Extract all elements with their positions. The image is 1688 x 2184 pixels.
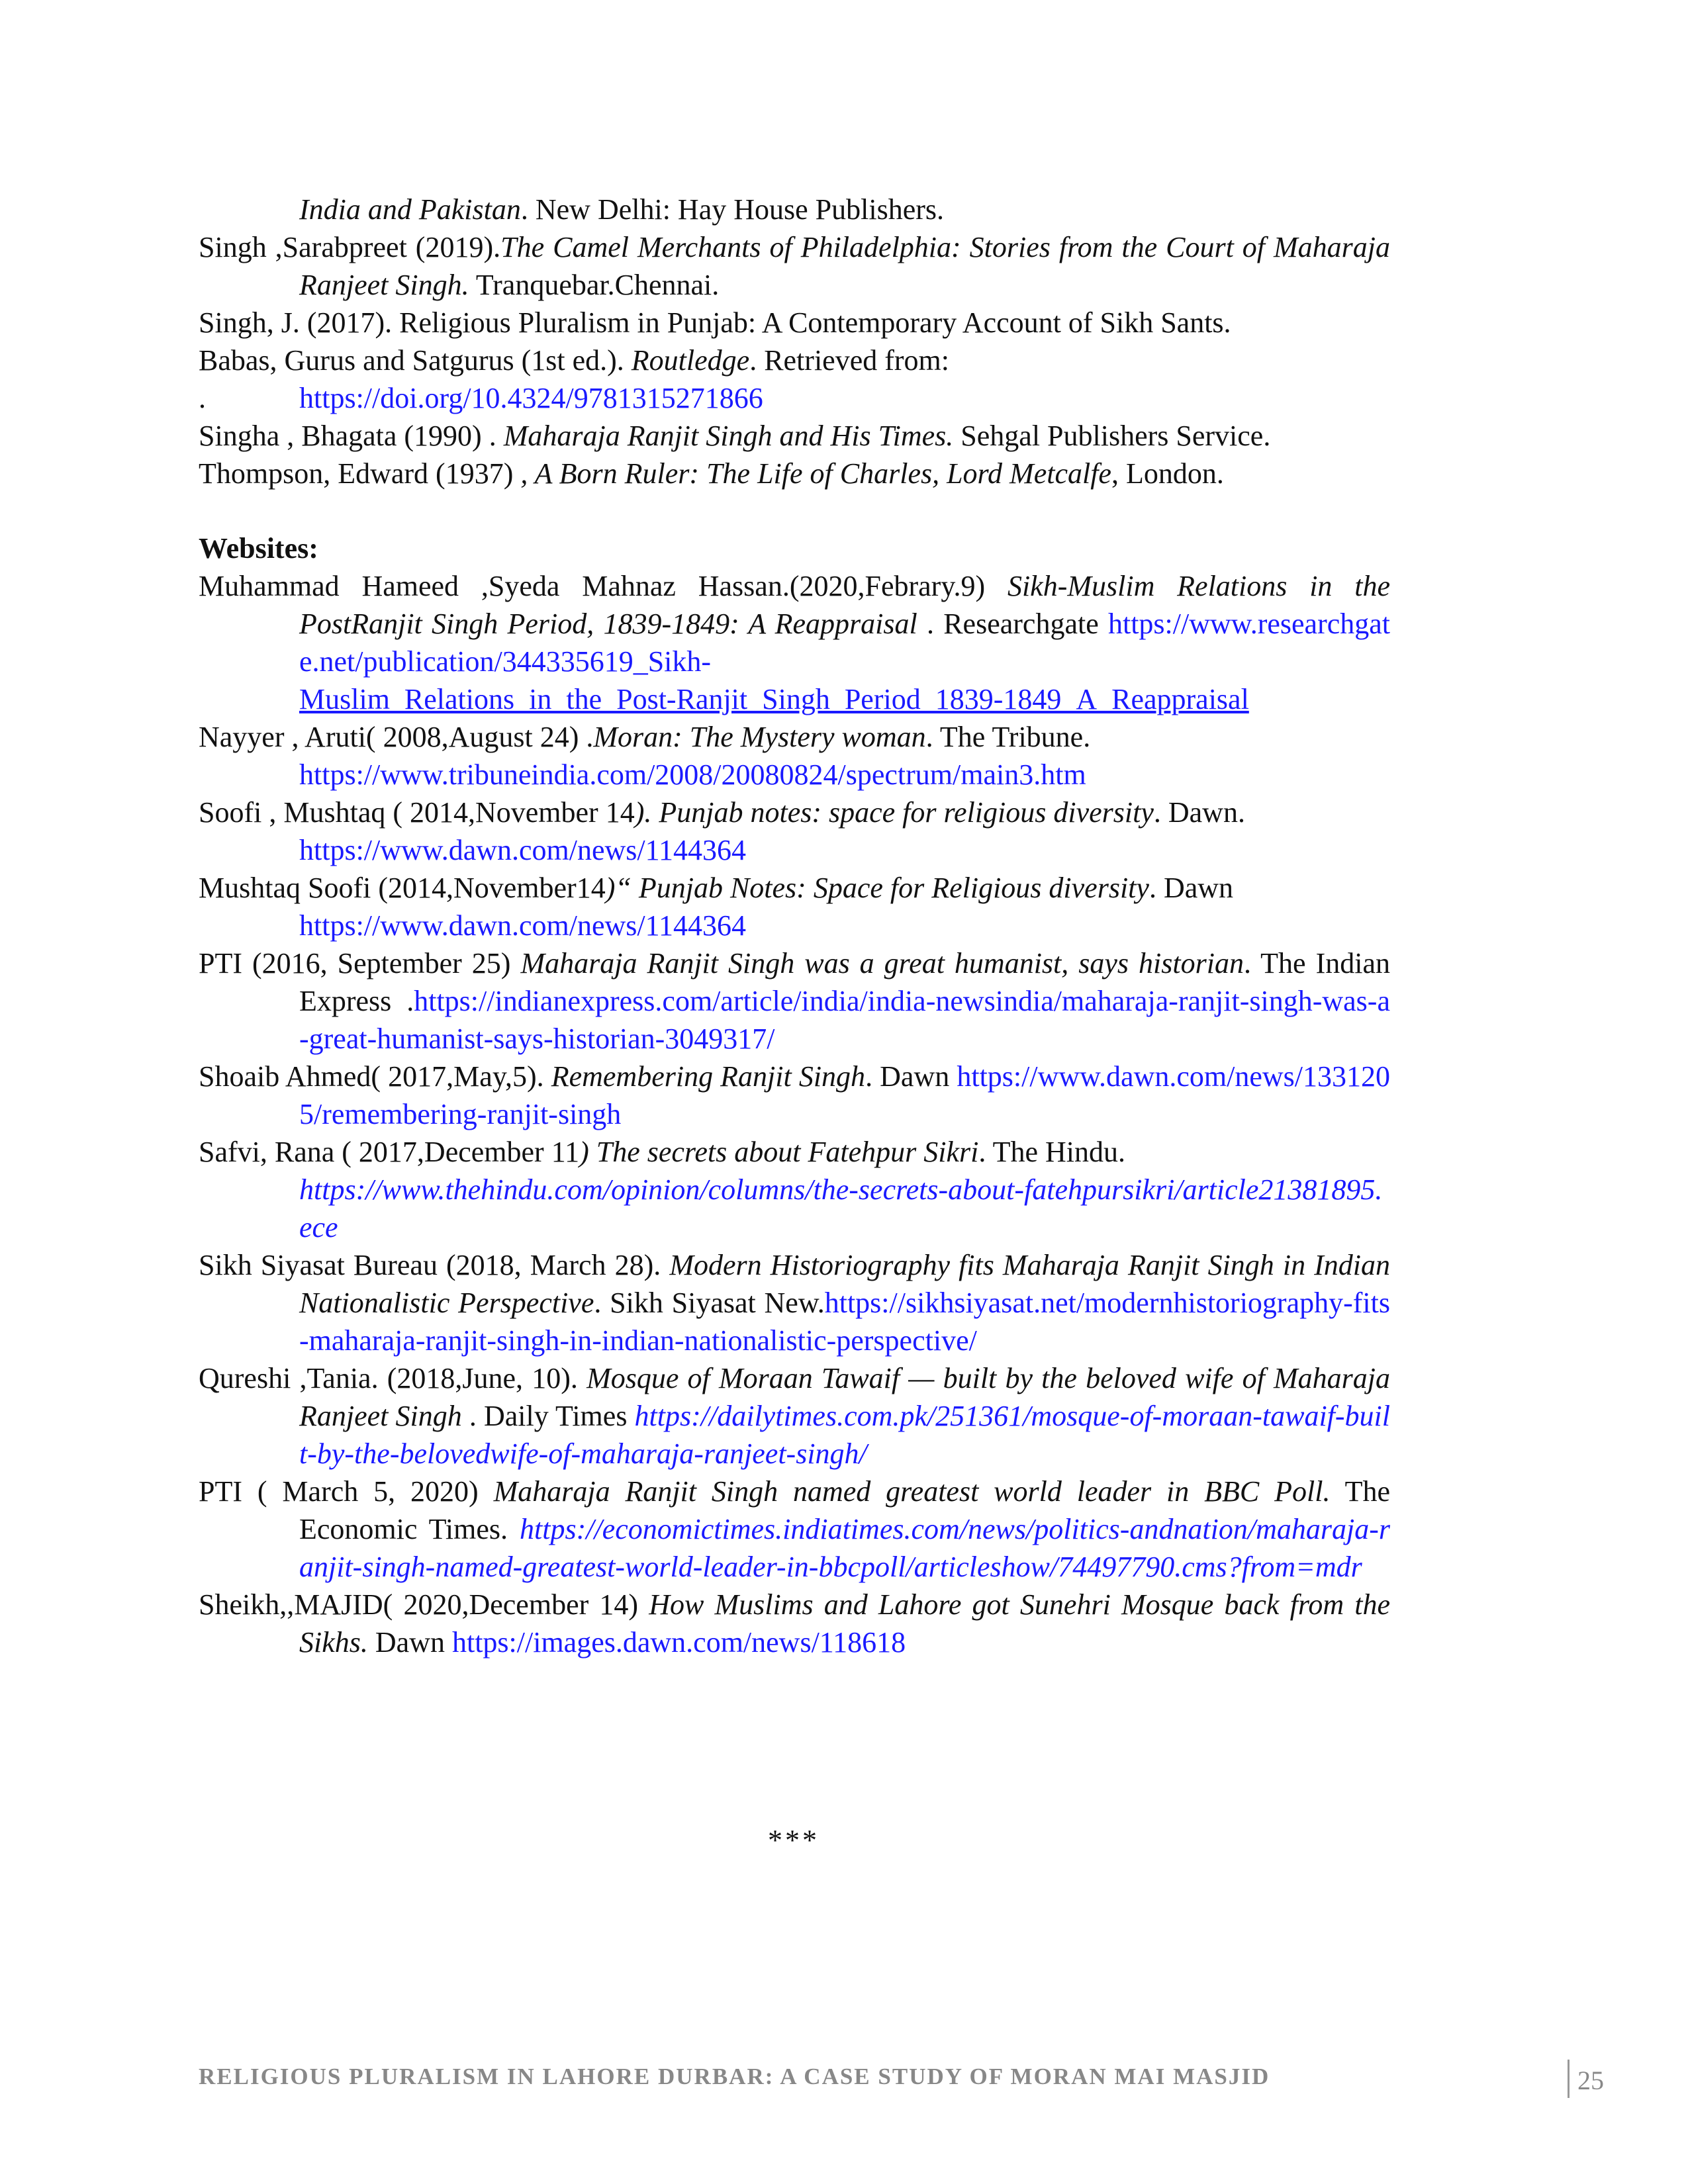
websites-heading: Websites: — [199, 532, 318, 565]
reference-link[interactable]: https://www.dawn.com/news/1144364 — [299, 834, 747, 866]
reference-author: Nayyer , Aruti( 2008,August 24) . — [199, 721, 594, 753]
reference-source: . Researchgate — [917, 608, 1108, 640]
reference-title: Maharaja Ranjit Singh named greatest world leader in BBC Poll. — [493, 1475, 1331, 1508]
reference-source: . The Indian Express . — [299, 947, 1390, 1017]
reference-author: Qureshi ,Tania. (2018,June, 10). — [199, 1362, 587, 1394]
reference-entry — [199, 228, 1390, 304]
reference-source: The Economic Times. — [299, 1475, 1390, 1545]
reference-link[interactable]: https://indianexpress.com/article/india/india-newsindia/maharaja-ranjit-singh-was-a-great-humanist-says-historian-3049317/ — [299, 985, 1390, 1055]
reference-title: Maharaja Ranjit Singh and His Times. — [503, 420, 954, 452]
reference-source: . Dawn. — [1153, 796, 1245, 829]
website-entry — [199, 1133, 1390, 1246]
reference-title: How Muslims and Lahore got Sunehri Mosque back from the Sikhs. — [299, 1588, 1390, 1659]
reference-text: . New Delhi: Hay House Publishers. — [520, 193, 944, 226]
reference-author: Singha , Bhagata (1990) . — [199, 420, 504, 452]
reference-title: The Camel Merchants of Philadelphia: Stories from the Court of Maharaja Ranjeet Singh. — [299, 231, 1391, 301]
reference-link[interactable]: https://doi.org/10.4324/9781315271866 — [299, 382, 763, 414]
reference-source: . Sikh Siyasat New. — [594, 1287, 825, 1319]
reference-author: Shoaib Ahmed( 2017,May,5). — [199, 1060, 551, 1093]
reference-link[interactable]: https://www.dawn.com/news/1144364 — [299, 909, 747, 942]
reference-publisher: , London. — [1111, 457, 1224, 490]
reference-link[interactable]: https://www.dawn.com/news/1331205/remembering-ranjit-singh — [299, 1060, 1390, 1130]
page-number: 25 — [1577, 2066, 1604, 2095]
footer-divider — [1568, 2060, 1570, 2098]
reference-link[interactable]: Muslim_Relations_in_the_Post-Ranjit_Singh_Period_1839-1849_A_Reappraisal — [299, 683, 1249, 715]
reference-author: Singh ,Sarabpreet (2019). — [199, 231, 501, 263]
reference-text: . Retrieved from: — [749, 344, 949, 377]
reference-title: ) The secrets about Fatehpur Sikri — [579, 1136, 979, 1168]
website-entry — [199, 567, 1390, 718]
website-entry — [199, 869, 1390, 944]
reference-entry — [199, 455, 1390, 492]
reference-source: . Dawn — [1149, 872, 1234, 904]
reference-text: Babas, Gurus and Satgurus (1st ed.). — [199, 344, 632, 377]
reference-link[interactable]: https://www.researchgate.net/publication/344335619_Sikh- — [299, 608, 1390, 678]
reference-author: PTI ( March 5, 2020) — [199, 1475, 494, 1508]
running-title: RELIGIOUS PLURALISM IN LAHORE DURBAR: A CASE STUDY OF MORAN MAI MASJID — [199, 2064, 1270, 2089]
reference-entry — [199, 341, 1390, 379]
reference-source: . The Tribune. — [925, 721, 1091, 753]
reference-entry — [199, 191, 1390, 228]
reference-title: Moran: The Mystery woman — [593, 721, 926, 753]
reference-title: )“ Punjab Notes: Space for Religious diversity — [605, 872, 1149, 904]
reference-entry — [199, 417, 1390, 455]
reference-author: Soofi , Mushtaq ( 2014,November 14 — [199, 796, 635, 829]
website-entry — [199, 794, 1390, 869]
website-entry — [199, 944, 1390, 1058]
reference-title: , A Born Ruler: The Life of Charles, Lord Metcalfe — [520, 457, 1111, 490]
reference-title: Maharaja Ranjit Singh was a great humanist, says historian — [520, 947, 1244, 979]
reference-text: Singh, J. (2017). Religious Pluralism in Punjab: A Contemporary Account of Sikh Sants. — [199, 306, 1231, 339]
reference-author: Safvi, Rana ( 2017,December 11 — [199, 1136, 580, 1168]
bullet-dot: . — [199, 382, 206, 414]
reference-entry — [199, 379, 1390, 417]
reference-source: . Daily Times — [461, 1400, 635, 1432]
website-entry — [199, 1246, 1390, 1359]
reference-title: India and Pakistan — [299, 193, 521, 226]
website-entry — [199, 1473, 1390, 1586]
reference-link[interactable]: https://sikhsiyasat.net/modernhistoriography-fits-maharaja-ranjit-singh-in-indian-nationalistic-perspective/ — [299, 1287, 1390, 1357]
reference-author: Mushtaq Soofi (2014,November14 — [199, 872, 606, 904]
website-entry — [199, 1058, 1390, 1133]
website-entry — [199, 718, 1390, 794]
reference-title: ). Punjab notes: space for religious diversity — [634, 796, 1154, 829]
section-separator: *** — [768, 1824, 820, 1856]
website-entry — [199, 1586, 1390, 1661]
reference-publisher: Routledge — [631, 344, 750, 377]
page-footer — [199, 2064, 1604, 2097]
website-entry — [199, 1359, 1390, 1473]
reference-link[interactable]: https://images.dawn.com/news/118618 — [451, 1626, 906, 1659]
reference-link[interactable]: https://economictimes.indiatimes.com/news/politics-andnation/maharaja-ranjit-singh-named-greatest-world-leader-in-bbcpoll/articleshow/74497790.cms?from=mdr — [299, 1513, 1390, 1583]
reference-publisher: Tranquebar.Chennai. — [469, 269, 720, 301]
reference-author: Thompson, Edward (1937) — [199, 457, 521, 490]
reference-link[interactable]: https://www.thehindu.com/opinion/columns/the-secrets-about-fatehpursikri/article21381895.ece — [299, 1173, 1383, 1244]
reference-list — [199, 191, 1390, 1661]
reference-source: . Dawn — [865, 1060, 957, 1093]
reference-title: Mosque of Moraan Tawaif — built by the beloved wife of Maharaja Ranjeet Singh — [299, 1362, 1390, 1432]
reference-link[interactable]: https://dailytimes.com.pk/251361/mosque-of-moraan-tawaif-built-by-the-belovedwife-of-maharaja-ranjeet-singh/ — [299, 1400, 1390, 1470]
reference-author: Muhammad Hameed ,Syeda Mahnaz Hassan.(2020,Febrary.9) — [199, 570, 1008, 602]
reference-entry — [199, 304, 1390, 341]
reference-title: Modern Historiography fits Maharaja Ranjit Singh in Indian Nationalistic Perspective — [299, 1249, 1391, 1319]
reference-author: Sheikh,,MAJID( 2020,December 14) — [199, 1588, 649, 1621]
reference-author: PTI (2016, September 25) — [199, 947, 521, 979]
reference-title: Sikh-Muslim Relations in the PostRanjit Singh Period, 1839-1849: A Reappraisal — [299, 570, 1390, 640]
reference-title: Remembering Ranjit Singh — [551, 1060, 866, 1093]
reference-author: Sikh Siyasat Bureau (2018, March 28). — [199, 1249, 670, 1281]
reference-link[interactable]: https://www.tribuneindia.com/2008/20080824/spectrum/main3.htm — [299, 758, 1086, 791]
reference-source: . The Hindu. — [978, 1136, 1125, 1168]
reference-publisher: Sehgal Publishers Service. — [953, 420, 1271, 452]
reference-source: Dawn — [367, 1626, 452, 1659]
